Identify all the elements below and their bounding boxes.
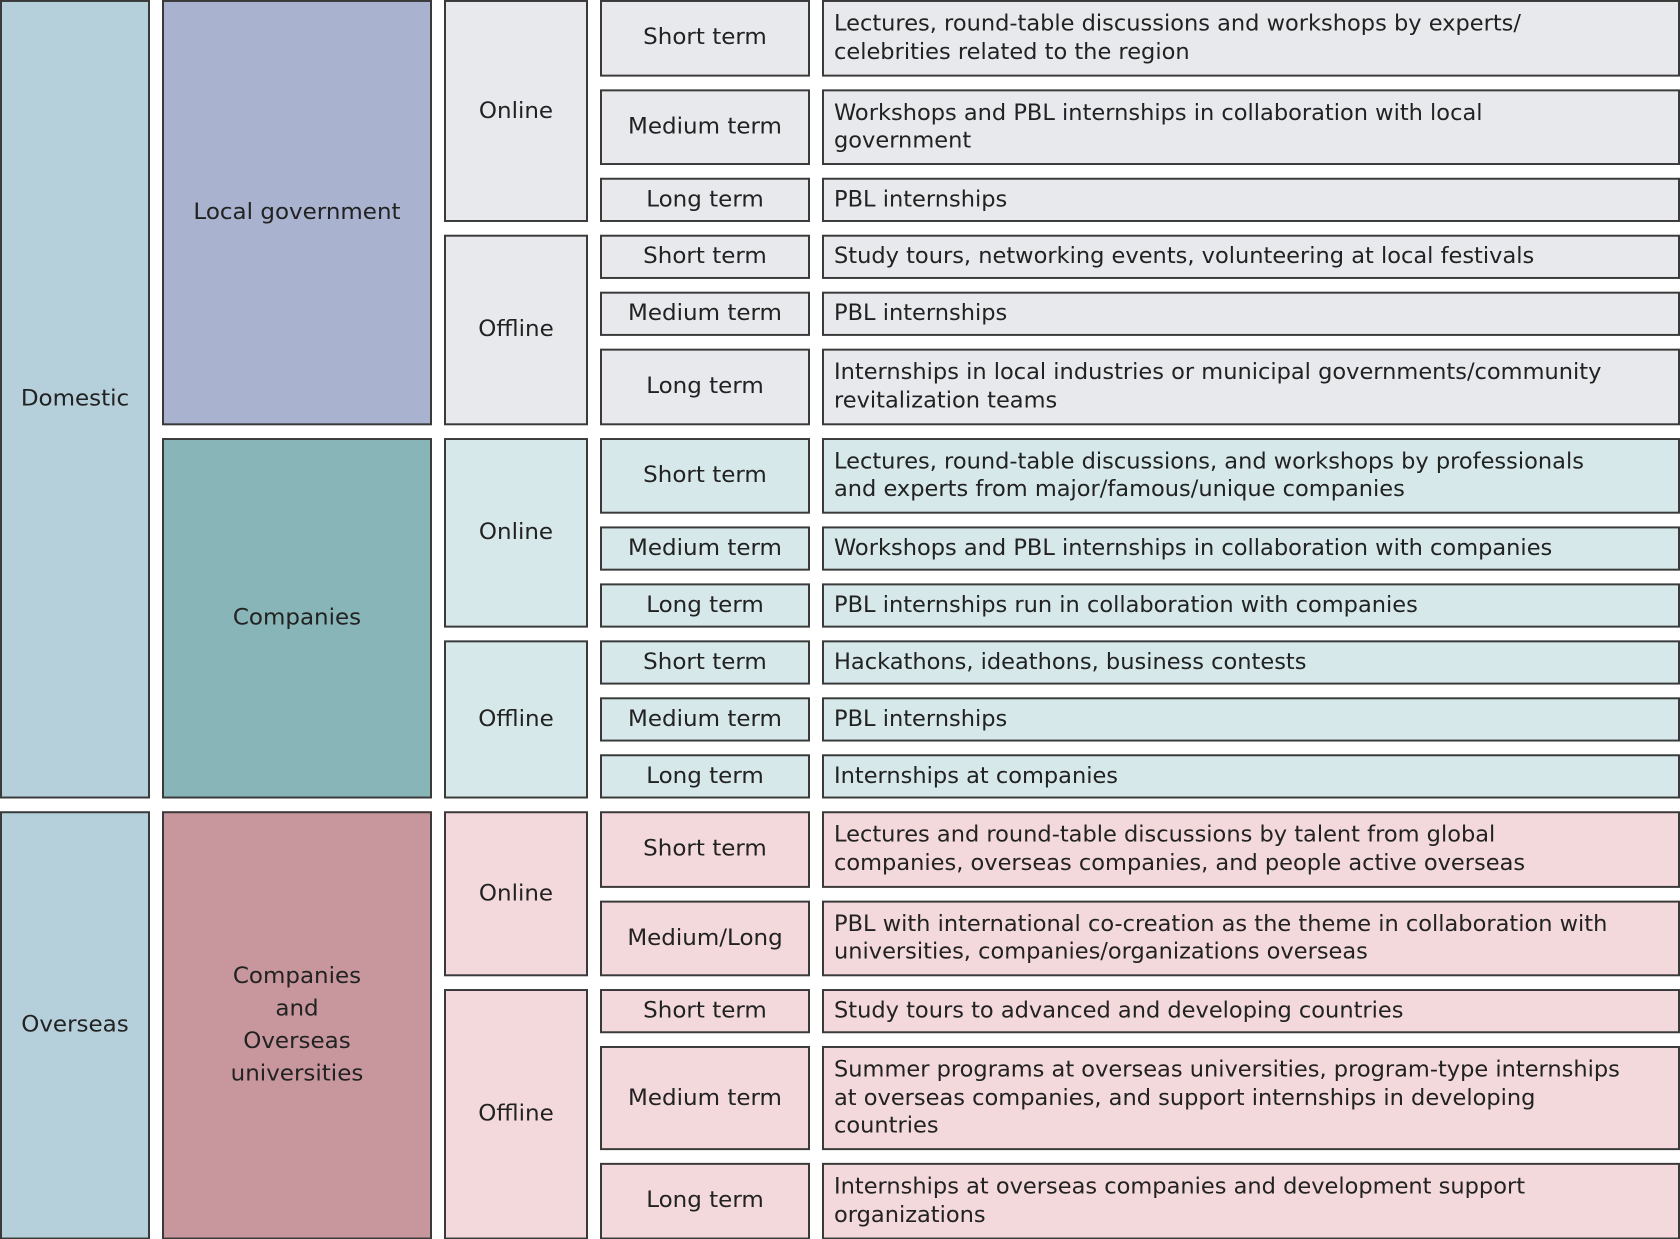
- mode-online: [444, 438, 588, 628]
- activity-cell: [822, 989, 1680, 1033]
- term-cell-label: Short term: [643, 462, 767, 488]
- term-cell-label: Long term: [646, 763, 764, 789]
- mode-offline-label: Offline: [478, 706, 554, 732]
- mode-online-label: Online: [478, 519, 554, 545]
- term-cell: [600, 1046, 810, 1150]
- activity-cell-label: Workshops and PBL internships in collaboration with companies: [834, 535, 1553, 562]
- mode-offline-label: Offline: [478, 316, 554, 343]
- region-overseas-label: Overseas: [21, 1011, 129, 1038]
- term-cell-label: Medium term: [628, 706, 782, 732]
- term-cell: [600, 754, 810, 798]
- region-domestic-label: Domestic: [20, 385, 130, 412]
- term-cell: [600, 526, 810, 570]
- term-cell: [600, 235, 810, 279]
- term-cell-label: Short term: [643, 243, 767, 270]
- term-cell-label: Medium/Long: [627, 924, 783, 951]
- term-cell-label: Short term: [643, 836, 767, 862]
- activity-cell-label: PBL internships: [834, 300, 1008, 327]
- activity-cell: [822, 583, 1680, 627]
- term-cell: [600, 0, 810, 76]
- mode-offline: [444, 640, 588, 798]
- partner-local-government-label: Local government: [193, 199, 401, 225]
- term-cell: [600, 640, 810, 684]
- term-cell: [600, 349, 810, 425]
- activity-cell: [822, 697, 1680, 741]
- activity-cell: [822, 811, 1680, 887]
- mode-online: [444, 0, 588, 222]
- term-cell-label: Short term: [643, 24, 767, 51]
- term-cell: [600, 989, 810, 1033]
- term-cell: [600, 1163, 810, 1239]
- activity-cell-label: Internships at companies: [834, 763, 1119, 789]
- mode-offline: [444, 235, 588, 425]
- term-cell: [600, 583, 810, 627]
- term-cell-label: Short term: [643, 997, 767, 1024]
- activity-cell-label: PBL internships run in collaboration with companies: [834, 592, 1418, 619]
- term-cell-label: Long term: [646, 1187, 764, 1214]
- term-cell-label: Short term: [643, 649, 767, 675]
- activity-cell-label: Study tours, networking events, volunteering at local festivals: [834, 243, 1535, 270]
- partner-companies: [162, 438, 432, 799]
- activity-cell: [822, 438, 1680, 514]
- partner-companies-and-overseas-universities: [162, 811, 432, 1239]
- activity-cell: [822, 526, 1680, 570]
- activity-cell: [822, 0, 1680, 76]
- activity-cell-label: Summer programs at overseas universities, program-type internships at overseas companies, and support internships in developing countries: [834, 1057, 1620, 1139]
- activity-cell: [822, 349, 1680, 425]
- term-cell: [600, 89, 810, 165]
- activity-cell-label: Hackathons, ideathons, business contests: [834, 649, 1307, 675]
- mode-offline-label: Offline: [478, 1100, 554, 1127]
- activity-cell: [822, 1163, 1680, 1239]
- term-cell: [600, 178, 810, 222]
- activity-cell-label: Study tours to advanced and developing countries: [834, 998, 1404, 1024]
- activity-cell-label: Internships at overseas companies and development support organizations: [834, 1173, 1526, 1228]
- term-cell-label: Medium term: [628, 1084, 782, 1111]
- region-domestic: [0, 0, 150, 798]
- term-cell-label: Long term: [646, 592, 764, 618]
- activity-cell: [822, 292, 1680, 336]
- partner-companies-label: Companies: [232, 604, 362, 631]
- mode-offline: [444, 989, 588, 1239]
- term-cell-label: Medium term: [628, 535, 782, 561]
- mode-online-label: Online: [478, 97, 554, 124]
- term-cell: [600, 900, 810, 976]
- term-cell: [600, 292, 810, 336]
- activity-cell-label: Internships in local industries or municipal governments/community revitalization teams: [834, 359, 1602, 414]
- activity-cell-label: Workshops and PBL internships in collaboration with local government: [834, 99, 1483, 154]
- activity-cell-label: PBL with international co-creation as the theme in collaboration with universities, companies/organizations overseas: [834, 911, 1608, 965]
- mode-online: [444, 811, 588, 976]
- activity-cell: [822, 900, 1680, 976]
- activity-cell-label: Lectures, round-table discussions and workshops by experts/ celebrities related to the region: [834, 11, 1521, 65]
- region-overseas: [0, 811, 150, 1239]
- activity-cell: [822, 178, 1680, 222]
- activity-cell: [822, 754, 1680, 798]
- term-cell: [600, 438, 810, 514]
- activity-cell: [822, 640, 1680, 684]
- term-cell-label: Medium term: [628, 300, 782, 327]
- partner-companies-and-overseas-universities-label: Companies and Overseas universities: [230, 963, 364, 1087]
- activity-cell: [822, 1046, 1680, 1150]
- activity-cell-label: PBL internships: [834, 186, 1008, 213]
- partner-local-government: [162, 0, 432, 425]
- activity-cell-label: Lectures, round-table discussions, and workshops by professionals and experts from major/famous/unique companies: [834, 448, 1584, 503]
- term-cell-label: Medium term: [628, 113, 782, 140]
- activity-cell: [822, 89, 1680, 165]
- activity-cell-label: Lectures and round-table discussions by talent from global companies, overseas companies, and people active overseas: [834, 822, 1526, 876]
- term-cell: [600, 697, 810, 741]
- mode-online-label: Online: [478, 880, 554, 907]
- activity-cell-label: PBL internships: [834, 706, 1008, 732]
- term-cell-label: Long term: [646, 186, 764, 213]
- term-cell-label: Long term: [646, 373, 764, 400]
- term-cell: [600, 811, 810, 887]
- activity-cell: [822, 235, 1680, 279]
